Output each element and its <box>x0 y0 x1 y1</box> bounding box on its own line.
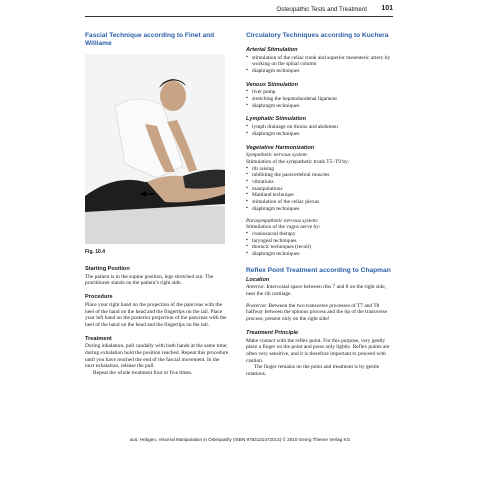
list-item: ▪ Maitland technique <box>246 192 391 199</box>
treatment-principle-text: Make contact with the reflex point. For this purpose, very gently place a finger on the point and press only lightly. Reflex points are often very sensitive, and it is therefore important to proceed with caution. <box>246 337 390 364</box>
page-footer: aus: Hebgen, Visceral Manipulation in Osteopathy (ISBN 9783131472014) © 2010 Georg Thieme Verlag KG <box>129 437 351 442</box>
sympathetic-list <box>246 166 391 213</box>
list-item: ▪ diaphragm techniques <box>246 131 391 138</box>
list-item: ▪ stretching the hepatoduodenal ligament <box>246 96 391 103</box>
starting-position-text: The patient is in the supine position, legs stretched out. The practitioner stands on the patient’s right side. <box>85 273 214 287</box>
starting-position-heading: Starting Position <box>85 266 130 272</box>
right-column <box>246 32 391 378</box>
list-item: ▪ manipulations <box>246 186 391 193</box>
location-heading: Location <box>246 276 270 283</box>
parasympathetic-list <box>246 231 391 258</box>
list-item: ▪ stimulation of the celiac plexus <box>246 199 391 206</box>
procedure-heading: Procedure <box>85 294 113 301</box>
list-item: ▪ diaphragm techniques <box>246 68 391 75</box>
treatment-text: During inhalation, pull caudally with both hands at the same time; during exhalation hold the position reached. Repeat this procedure until you have reached the end of the fascial movement. In the next exhalation, release the pull. <box>85 343 229 370</box>
parasympathetic-intro: Stimulation of the vagus nerve by: <box>246 224 321 231</box>
treatment-principle-text-2: The finger remains on the point and treatment is by gentle rotations. <box>246 364 380 378</box>
list-item: ▪ craniosacral therapy <box>246 231 391 238</box>
sympathetic-label: Sympathetic nervous system: <box>246 152 309 159</box>
list-item: ▪ laryngeal techniques <box>246 238 391 245</box>
list-item: ▪ diaphragm techniques <box>246 206 391 213</box>
arterial-list <box>246 55 391 75</box>
anterior-text: Intercostal space between ribs 7 and 8 on the right side, near the rib cartilage. <box>246 284 386 297</box>
reflex-point-title: Reflex Point Treatment according to Chapman <box>246 266 391 274</box>
parasympathetic-label: Parasympathetic nervous system: <box>246 217 319 224</box>
posterior-label: Posterior. <box>246 302 268 309</box>
anterior-label: Anterior. <box>246 284 266 291</box>
list-item: ▪ diaphragm techniques <box>246 251 391 258</box>
vegetative-heading: Vegetative Harmonization <box>246 144 315 151</box>
left-column <box>85 32 229 377</box>
circulatory-techniques-title: Circulatory Techniques according to Kuchera <box>246 32 389 39</box>
treatment-repeat-text: Repeat the whole treatment four or five times. <box>93 370 193 377</box>
posterior-text: Between the two transverse processes of T7 and T8 halfway between the spinous process and the tip of the transverse process; present only on the right side! <box>246 302 388 323</box>
lymphatic-list <box>246 124 391 137</box>
list-item: ▪ thoracic techniques (recoil) <box>246 244 391 251</box>
list-item: ▪ vibrations <box>246 179 391 186</box>
page-number: 101 <box>381 5 393 12</box>
treatment-heading: Treatment <box>85 335 112 342</box>
arterial-heading: Arterial Stimulation <box>246 46 298 53</box>
list-item: ▪ liver pump <box>246 89 391 96</box>
list-item: ▪ lymph drainage on thorax and abdomen <box>246 124 391 131</box>
running-header <box>85 5 393 17</box>
sympathetic-intro: Stimulation of the sympathetic trunk T5–T9 by: <box>246 158 350 165</box>
venous-list <box>246 89 391 109</box>
list-item: ▪ diaphragm techniques <box>246 103 391 110</box>
lymphatic-heading: Lymphatic Stimulation <box>246 116 306 123</box>
header-rule <box>85 16 393 17</box>
venous-heading: Venous Stimulation <box>246 81 299 88</box>
treatment-photo <box>85 54 225 244</box>
list-item: ▪ inhibiting the paravertebral muscles <box>246 172 391 179</box>
procedure-text: Place your right hand on the projection of the pancreas with the heel of the hand on the head and the fingertips on the tail. Place your left hand on the posterior projection of the pancreas with the heel of the hand on the head and the fingertips on the tail. <box>85 301 227 328</box>
figure-caption: Fig. 10.4 <box>85 249 106 256</box>
section-title: Osteopathic Tests and Treatment <box>276 6 367 13</box>
list-item: ▪ stimulation of the celiac trunk and superior mesenteric artery by working on the spinal column <box>246 55 391 68</box>
treatment-principle-heading: Treatment Principle <box>246 329 299 336</box>
list-item: ▪ rib raising <box>246 166 391 173</box>
fascial-technique-title: Fascial Technique according to Finet and Williame <box>85 32 215 47</box>
